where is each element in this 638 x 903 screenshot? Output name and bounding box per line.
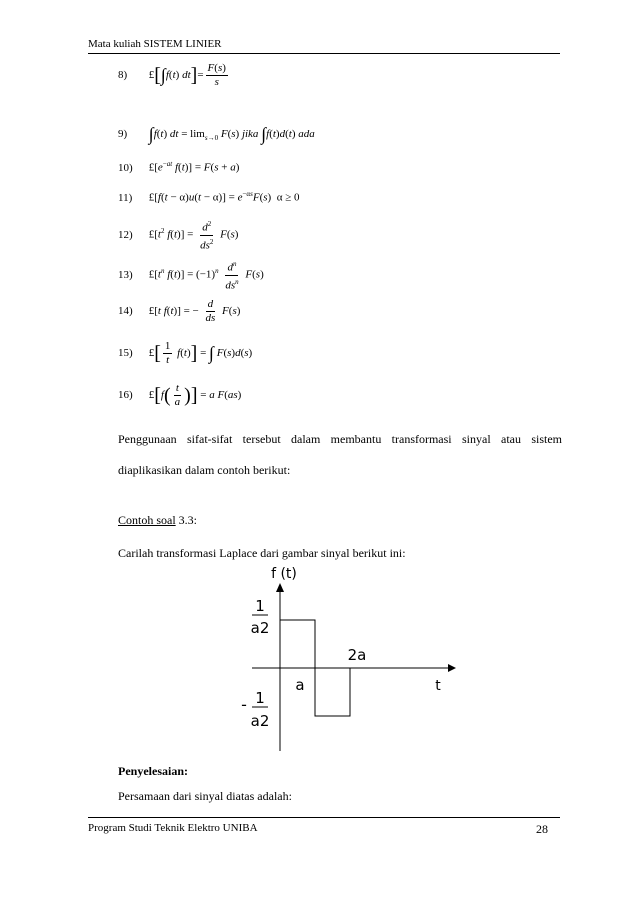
equation-9: 9) ∫f(t) dt = $\lim_{s\to 0} F(s)$ jika ∫f(t)d(t) ada [118, 124, 315, 144]
header-divider [88, 53, 560, 54]
equation-15: 15) £[ $\frac{1}{t}$ f(t)] = ∫ F(s)d(s) [118, 340, 253, 366]
equation-number: 8) [118, 69, 128, 82]
solution-heading: Penyelesaian: [118, 764, 188, 778]
equation-number: 13) [118, 268, 133, 281]
page-header: Mata kuliah SISTEM LINIER [88, 38, 222, 50]
instruction-text: Carilah transformasi Laplace dari gambar sinyal berikut ini: [118, 546, 406, 560]
y-tick-label-positive-denominator: a2 [250, 619, 270, 637]
equation-11: 11) £[f(t − $\alpha)u(t - \alpha)] = e^{-\alpha s}F(s) \alpha \ge 0$ [118, 190, 300, 204]
equation-number: 16) [118, 389, 133, 402]
equation-12: 12) $£[t^2$ f(t)] = $\frac{d^2}{ds^2}$ F(s) [118, 220, 239, 252]
example-label: Contoh soal [118, 513, 176, 527]
equation-number: 12) [118, 228, 133, 241]
paragraph-line-2: diaplikasikan dalam contoh berikut: [118, 463, 291, 477]
y-tick-label-negative-denominator: a2 [250, 712, 270, 730]
example-heading [118, 513, 197, 528]
y-axis-arrow [276, 583, 284, 592]
equation-number: 10) [118, 161, 133, 174]
equation-13: 13) $£[t^n$ $f(t)] = (-1)^n$ $\frac{d^n}{ds^n}$ F(s) [118, 260, 264, 292]
example-number: 3.3: [175, 513, 198, 527]
y-tick-label-negative-sign: - [241, 695, 247, 714]
y-axis-label: f (t) [271, 566, 297, 582]
y-tick-label-negative-numerator: 1 [255, 689, 265, 707]
x-tick-label-2a: 2a [347, 646, 367, 664]
y-tick-label-positive-numerator: 1 [255, 597, 265, 615]
equation-number: 14) [118, 305, 133, 318]
footer-divider [88, 817, 560, 818]
equation-14: 14) £[t f(t)] = − $\frac{d}{ds}$ F(s) [118, 298, 241, 324]
page-number: 28 [536, 822, 548, 836]
solution-text: Persamaan dari sinyal diatas adalah: [118, 789, 292, 803]
equation-number: 15) [118, 347, 133, 360]
signal-chart [240, 565, 460, 755]
equation-number: 11) [118, 191, 133, 204]
x-tick-label-a: a [295, 676, 305, 694]
equation-16: 16) £[f( $\frac{t}{a}$ )] = a F(as) [118, 382, 242, 408]
x-axis-label: t [435, 678, 441, 694]
page-footer: Program Studi Teknik Elektro UNIBA [88, 822, 258, 834]
x-axis-arrow [448, 664, 456, 672]
equation-number: 9) [118, 128, 128, 141]
paragraph-line-1: Penggunaan sifat-sifat tersebut dalam membantu transformasi sinyal atau sistem [118, 432, 562, 446]
equation-10: 10) $£[e^{-at}$ f(t)] = F(s + a) [118, 160, 240, 174]
equation-8: 8) £[∫f(t) dt]= $\frac{F(s)}{s}$ [118, 62, 226, 88]
